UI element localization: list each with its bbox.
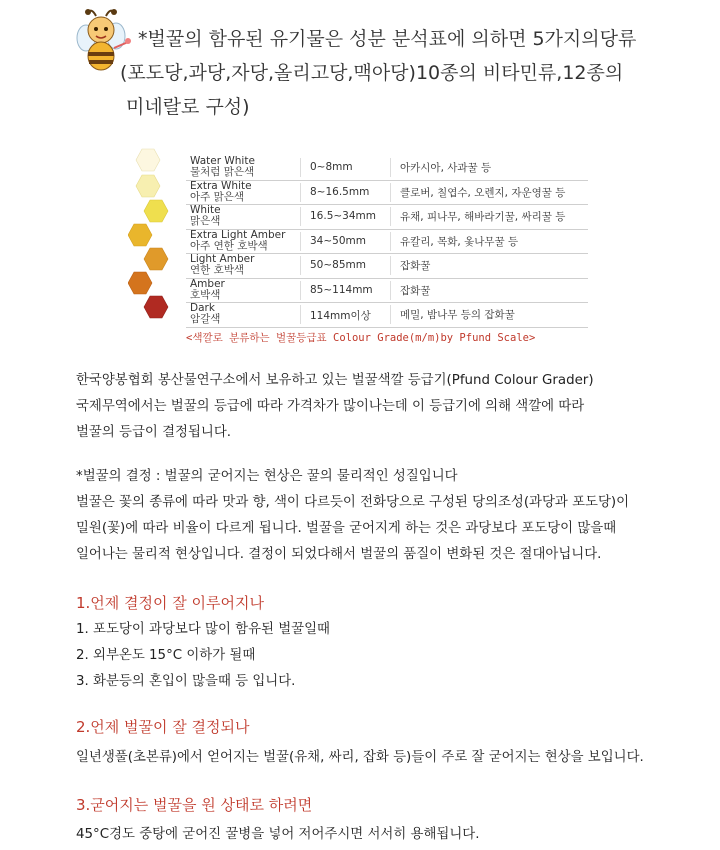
table-row <box>186 279 588 304</box>
grade-sources: 아카시아, 사과꿀 등 <box>400 162 492 174</box>
intro-line: 미네랄로 구성) <box>126 96 250 118</box>
grade-name-en: Light Amber <box>190 253 255 265</box>
paragraph-line: 국제무역에서는 벌꿀의 등급에 따라 가격차가 많이나는데 이 등급기에 의해 색깔에 따라 <box>76 399 585 414</box>
grade-range: 114mm이상 <box>310 310 371 322</box>
grade-name <box>190 181 300 203</box>
section-heading-when-crystallize: 1.언제 결정이 잘 이루어지나 <box>76 594 265 612</box>
table-row <box>186 254 588 279</box>
grade-sources: 유칼리, 목화, 옻나무꿀 등 <box>400 235 519 248</box>
grade-sources: 유채, 피나무, 해바라기꿀, 싸리꿀 등 <box>400 211 566 223</box>
swatch-water-white <box>136 149 160 171</box>
grade-name-en: White <box>190 204 221 216</box>
grade-range: 0~8mm <box>310 161 353 173</box>
intro-text <box>120 22 700 124</box>
grade-name <box>190 230 300 252</box>
table-row <box>186 230 588 255</box>
grade-name-ko: 아주 연한 호박색 <box>190 239 268 252</box>
paragraph-color-grader <box>76 368 594 446</box>
honey-color-swatches <box>128 146 184 336</box>
grade-name-en: Extra Light Amber <box>190 228 286 241</box>
table-row <box>186 205 588 230</box>
paragraph-line: 벌꿀은 꽃의 종류에 따라 맛과 향, 색이 다르듯이 전화당으로 구성된 당의조성(과당과 포도당)이 <box>76 495 630 510</box>
paragraph-line: 벌꿀의 등급이 결정됩니다. <box>76 425 232 440</box>
grade-range: 16.5~34mm <box>310 210 376 222</box>
grade-name-en: Amber <box>190 277 225 290</box>
grade-range: 85~114mm <box>310 283 373 296</box>
grade-range: 50~85mm <box>310 259 366 271</box>
grade-sources: 잡화꿀 <box>400 260 431 272</box>
paragraph-line: 한국양봉협회 봉산물연구소에서 보유하고 있는 벌꿀색깔 등급기(Pfund Colour Grader) <box>76 373 594 388</box>
swatch-extra-light-amber <box>128 224 152 246</box>
grade-name <box>190 279 300 301</box>
grade-name-ko: 호박색 <box>190 288 221 301</box>
intro-line: (포도당,과당,자당,올리고당,맥아당)10종의 비타민류,12종의 <box>120 62 624 84</box>
grade-name-ko: 암갈색 <box>190 313 221 325</box>
list-item: 1. 포도당이 과당보다 많이 함유된 벌꿀일때 <box>76 622 330 637</box>
grade-name <box>190 205 300 227</box>
grade-sources: 클로버, 칠엽수, 오렌지, 자운영꿀 등 <box>400 186 566 199</box>
section-text: 일년생풀(초본류)에서 얻어지는 벌꿀(유채, 싸리, 잡화 등)들이 주로 잘 굳어지는 현상을 보입니다. <box>76 750 644 765</box>
paragraph-line: 일어나는 물리적 현상입니다. 결정이 되었다해서 벌꿀의 품질이 변화된 것은 절대아닙니다. <box>76 547 602 562</box>
swatch-white <box>144 200 168 222</box>
table-row <box>186 181 588 206</box>
honey-grade-table <box>186 156 588 328</box>
section-list <box>76 617 330 695</box>
grade-name <box>190 156 300 178</box>
grade-name-en: Extra White <box>190 179 252 192</box>
grade-range: 34~50mm <box>310 234 366 247</box>
list-item: 2. 외부온도 15°C 이하가 될때 <box>76 648 256 663</box>
grade-name-ko: 아주 맑은색 <box>190 190 245 203</box>
grade-name <box>190 254 300 276</box>
swatch-extra-white <box>136 175 160 197</box>
section-heading-restore: 3.굳어지는 벌꿀을 원 상태로 하려면 <box>76 796 313 814</box>
grade-table-caption: <색깔로 분류하는 벌꿀등급표 Colour Grade(m/m)by Pfund Scale> <box>186 332 536 344</box>
grade-range: 8~16.5mm <box>310 185 370 198</box>
section-heading-which-honey: 2.언제 벌꿀이 잘 결정되나 <box>76 718 250 736</box>
grade-name-en: Water White <box>190 155 255 167</box>
table-row <box>186 303 588 328</box>
paragraph-line: 밀원(꽃)에 따라 비율이 다르게 됩니다. 벌꿀을 굳어지게 하는 것은 과당보다 포도당이 많을때 <box>76 521 617 536</box>
grade-sources: 잡화꿀 <box>400 284 431 297</box>
table-row <box>186 156 588 181</box>
grade-name-ko: 연한 호박색 <box>190 264 245 276</box>
grade-name-en: Dark <box>190 302 215 314</box>
swatch-light-amber <box>144 248 168 270</box>
grade-name-ko: 물처럼 맑은색 <box>190 166 255 178</box>
intro-line: *벌꿀의 함유된 유기물은 성분 분석표에 의하면 5가지의당류 <box>138 28 637 50</box>
paragraph-line: *벌꿀의 결정 : 벌꿀의 굳어지는 현상은 꿀의 물리적인 성질입니다 <box>76 469 458 484</box>
swatch-dark <box>144 296 168 318</box>
grade-sources: 메밀, 밤나무 등의 잡화꿀 <box>400 309 515 321</box>
swatch-amber <box>128 272 152 294</box>
grade-name-ko: 맑은색 <box>190 215 221 227</box>
grade-name <box>190 303 300 325</box>
section-text: 45°C경도 중탕에 굳어진 꿀병을 넣어 저어주시면 서서히 용해됩니다. <box>76 827 480 842</box>
paragraph-crystallization <box>76 464 629 568</box>
list-item: 3. 화분등의 혼입이 많을때 등 입니다. <box>76 674 296 689</box>
